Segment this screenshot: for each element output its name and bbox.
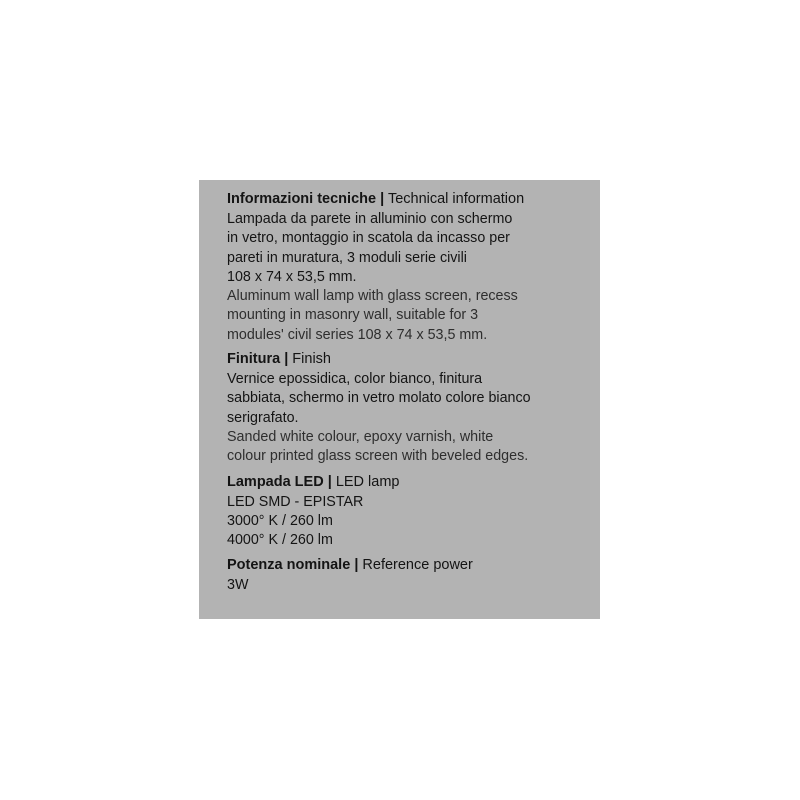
section-finish (227, 350, 592, 466)
heading-it: Lampada LED (227, 473, 324, 490)
heading-separator: | (354, 557, 359, 574)
spec-panel (199, 180, 600, 619)
heading-separator: | (327, 473, 332, 490)
italian-description-line: Lampada da parete in alluminio con schermo (227, 211, 513, 227)
heading-separator: | (284, 351, 289, 368)
english-finish-line: Sanded white colour, epoxy varnish, white (227, 428, 494, 445)
italian-finish-line: serigrafato. (227, 409, 299, 426)
english-description-line: mounting in masonry wall, suitable for 3 (227, 307, 479, 324)
section-technical-information (227, 190, 592, 345)
led-spec-line: 4000° K / 260 lm (227, 532, 333, 549)
heading-en: Technical information (387, 191, 525, 207)
italian-description-line: 108 x 74 x 53,5 mm. (227, 268, 357, 285)
english-finish-line: colour printed glass screen with beveled edges. (227, 448, 529, 465)
heading-led-lamp (227, 473, 592, 492)
heading-reference-power (227, 556, 592, 575)
heading-finish (227, 350, 592, 369)
english-description-line: modules' civil series 108 x 74 x 53,5 mm. (227, 326, 488, 343)
italian-description-line: in vetro, montaggio in scatola da incasso per (227, 230, 510, 247)
italian-finish-line: Vernice epossidica, color bianco, finitura (227, 371, 483, 388)
italian-description-line: pareti in muratura, 3 moduli serie civili (227, 249, 467, 266)
heading-en: Finish (292, 351, 331, 368)
led-spec-line: LED SMD - EPISTAR (227, 493, 364, 510)
section-reference-power (227, 556, 592, 595)
section-led-lamp (227, 473, 592, 551)
heading-it: Potenza nominale (227, 557, 351, 574)
heading-en: Reference power (362, 557, 473, 574)
heading-separator: | (380, 191, 385, 207)
heading-it: Informazioni tecniche (227, 191, 377, 207)
italian-finish-line: sabbiata, schermo in vetro molato colore bianco (227, 390, 531, 407)
spec-content (227, 190, 592, 602)
led-spec-line: 3000° K / 260 lm (227, 512, 333, 529)
heading-technical-information (227, 190, 592, 209)
heading-it: Finitura (227, 351, 281, 368)
power-value: 3W (227, 577, 249, 594)
heading-en: LED lamp (335, 473, 400, 490)
english-description-line: Aluminum wall lamp with glass screen, recess (227, 288, 518, 305)
